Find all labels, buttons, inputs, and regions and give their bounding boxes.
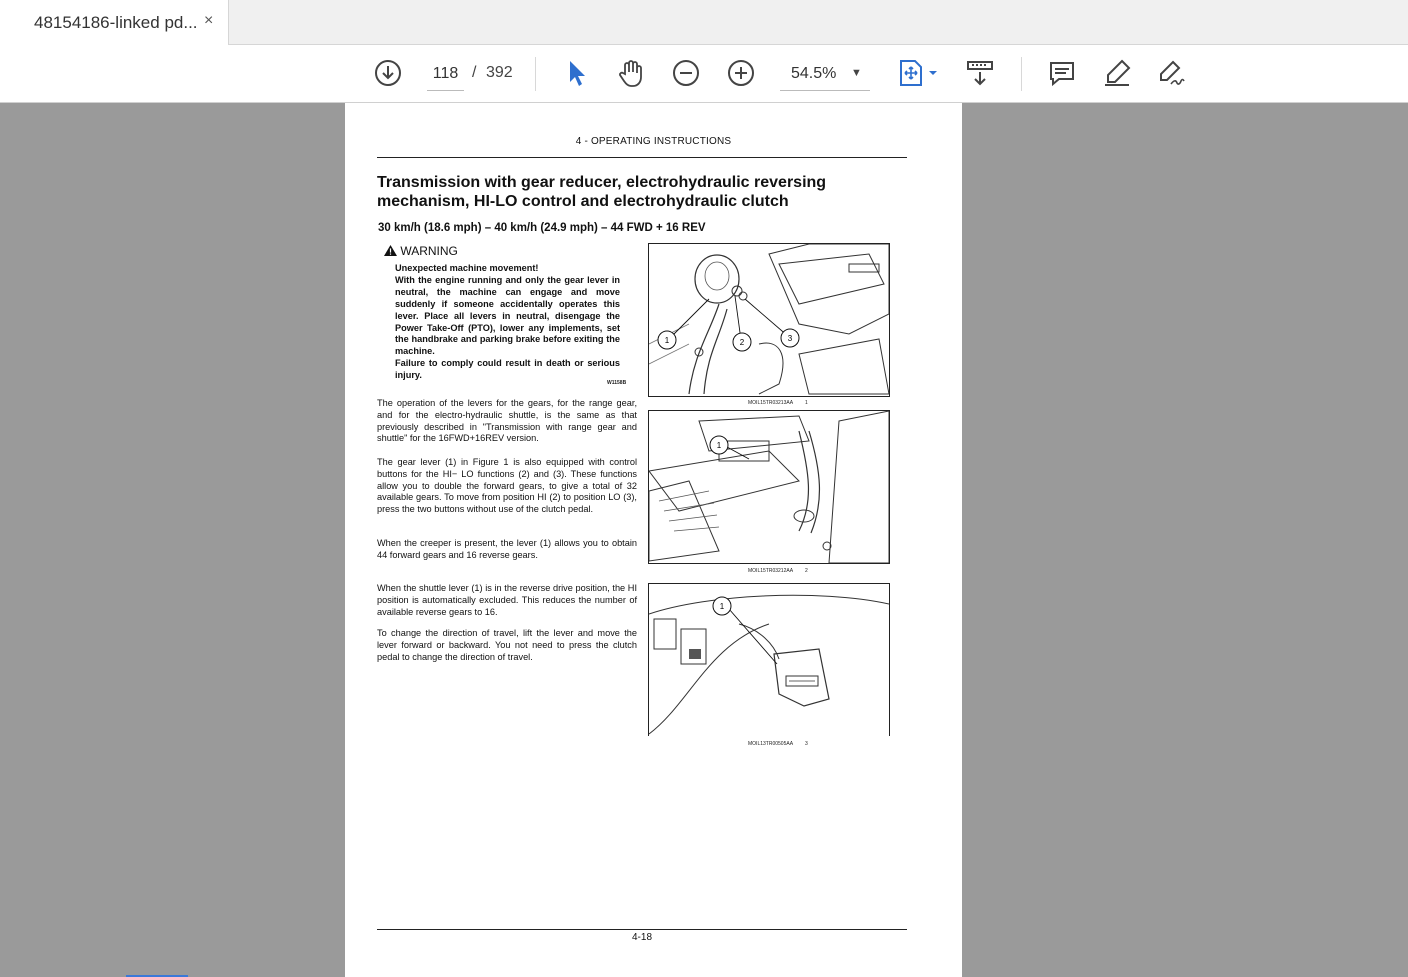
warning-triangle-icon — [384, 245, 397, 256]
toolbar-divider — [535, 57, 536, 91]
footer-rule — [377, 929, 907, 930]
page-separator: / — [472, 64, 477, 81]
sign-icon[interactable] — [1154, 55, 1190, 91]
figure-3-image — [648, 583, 890, 736]
zoom-in-icon[interactable] — [723, 55, 759, 91]
gear-lever-illustration — [649, 244, 889, 396]
shuttle-lever-closeup-illustration — [649, 584, 889, 736]
zoom-select[interactable] — [780, 60, 870, 91]
pdf-page — [345, 103, 962, 977]
warning-line: Unexpected machine movement! — [395, 263, 539, 273]
header-rule — [377, 157, 907, 158]
figure-number: 3 — [805, 741, 808, 747]
warning-label: WARNING — [400, 244, 458, 258]
toolbar-divider — [1021, 57, 1022, 91]
paragraph: To change the direction of travel, lift the lever and move the lever forward or backward. You not need to press the clutch pedal to change the direction of travel. — [377, 628, 637, 662]
warning-line: With the engine running and only the gear lever in neutral, the machine can engage and move suddenly if someone accidentally operates this lever. Place all levers in neutral, disengage the Power Take-Off (PTO), lower any implements, set the handbrake and parking brake before exiting the machine. — [395, 274, 620, 357]
paragraph: The gear lever (1) in Figure 1 is also equipped with control buttons for the HI− LO functions (2) and (3). These functions allow you to double the forward gears, to give a total of 32 available gears. To move from position HI (2) to position LO (3), press the two buttons without use of the clutch pedal. — [377, 457, 637, 515]
figure-number: 1 — [805, 400, 808, 406]
figure-number: 2 — [805, 568, 808, 574]
pdf-toolbar — [0, 45, 1408, 103]
callout-label: 2 — [739, 338, 745, 347]
download-icon[interactable] — [370, 55, 406, 91]
callout-label: 3 — [787, 334, 793, 343]
tab-bar — [0, 0, 1408, 45]
hand-icon[interactable] — [613, 55, 649, 91]
paragraph: The operation of the levers for the gears, for the range gear, and for the electro-hydraulic shuttle, is the same as that previously described in "Transmission with range gear and shuttle" for the 16FWD+16REV version. — [377, 398, 637, 444]
section-title: Transmission with gear reducer, electrohydraulic reversing mechanism, HI-LO control and electrohydraulic clutch — [377, 174, 827, 210]
warning-heading — [384, 244, 458, 258]
chevron-down-icon: ▼ — [851, 67, 862, 79]
comment-icon[interactable] — [1044, 55, 1080, 91]
section-subtitle: 30 km/h (18.6 mph) – 40 km/h (24.9 mph) – 44 FWD + 16 REV — [378, 222, 706, 234]
page-header: 4 - OPERATING INSTRUCTIONS — [575, 136, 732, 147]
figure-caption: MOIL15TR03213AA — [748, 400, 794, 406]
callout-label: 1 — [664, 336, 670, 345]
page-total: 392 — [486, 64, 513, 81]
highlight-icon[interactable] — [1099, 55, 1135, 91]
figure-caption: MOIL13TR00505AA — [748, 741, 794, 747]
tab-close-icon[interactable]: × — [204, 12, 214, 29]
figure-2-image — [648, 410, 890, 564]
paragraph: When the shuttle lever (1) is in the reverse drive position, the HI position is automatically excluded. This reduces the number of available reverse gears to 16. — [377, 583, 637, 617]
shuttle-lever-illustration — [649, 411, 889, 563]
zoom-out-icon[interactable] — [668, 55, 704, 91]
page-number-footer: 4-18 — [631, 932, 652, 943]
tab-title: 48154186-linked pd... — [34, 13, 198, 32]
callout-label: 1 — [719, 602, 725, 611]
document-tab[interactable] — [0, 0, 229, 45]
figure-caption: MOIL15TR03212AA — [748, 568, 794, 574]
callout-label: 1 — [716, 441, 722, 450]
warning-code: W1158B — [607, 380, 627, 386]
warning-body — [395, 263, 620, 382]
paragraph: When the creeper is present, the lever (1) allows you to obtain 44 forward gears and 16 reverse gears. — [377, 538, 637, 560]
fit-page-icon[interactable] — [893, 55, 943, 91]
zoom-value: 54.5% — [791, 65, 837, 82]
scroll-mode-icon[interactable] — [962, 55, 998, 91]
page-number-input[interactable]: 118 — [427, 60, 464, 91]
figure-1-image — [648, 243, 890, 397]
warning-line: Failure to comply could result in death or serious injury. — [395, 358, 620, 381]
select-arrow-icon[interactable] — [558, 55, 594, 91]
